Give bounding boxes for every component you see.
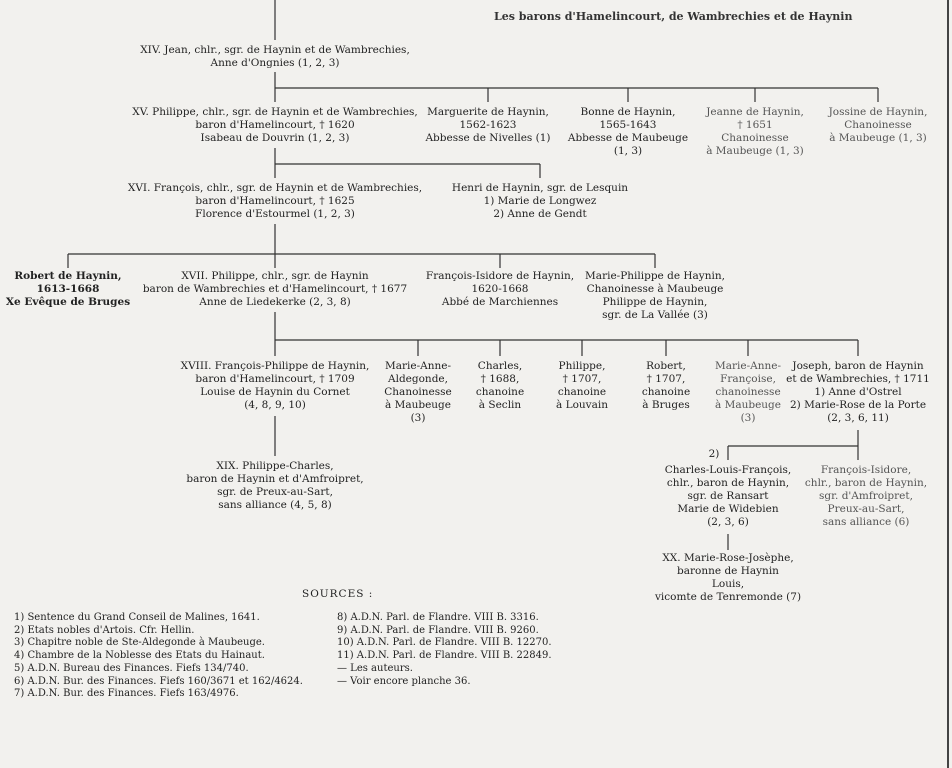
person-line: Philippe de Haynin, — [602, 296, 708, 308]
person-line: à Maubeuge — [714, 399, 781, 411]
sources-heading: SOURCES : — [302, 588, 374, 600]
person-line: Aldegonde, — [388, 373, 448, 385]
person-line: Henri de Haynin, sgr. de Lesquin — [451, 182, 629, 194]
source-item: 8) A.D.N. Parl. de Flandre. VIII B. 3316. — [337, 612, 539, 623]
source-item: — Les auteurs. — [337, 662, 413, 674]
person-line: Charles, — [477, 360, 523, 372]
person-bonne — [568, 106, 688, 158]
person-line: Chanoinesse — [844, 119, 912, 131]
person-line: Marguerite de Haynin, — [427, 106, 549, 118]
source-item: 9) A.D.N. Parl. de Flandre. VIII B. 9260. — [337, 624, 539, 636]
person-line: Anne de Liedekerke (2, 3, 8) — [199, 296, 351, 308]
person-line: XX. Marie-Rose-Josèphe, — [662, 552, 794, 564]
person-line: XVIII. François-Philippe de Haynin, — [180, 360, 370, 372]
person-xix-philippe-charles — [186, 460, 363, 512]
source-item: 6) A.D.N. Bur. des Finances. Fiefs 160/3671 et 162/4624. — [14, 675, 303, 687]
person-line: à Bruges — [642, 399, 690, 411]
person-line: Marie-Anne- — [714, 360, 782, 372]
person-line: chanoine — [641, 386, 691, 398]
person-line: François-Isidore de Haynin, — [425, 270, 575, 282]
person-line: 1613-1668 — [36, 283, 100, 295]
person-line: Jossine de Haynin, — [828, 106, 928, 118]
person-line: à Maubeuge — [384, 399, 451, 411]
person-line: (4, 8, 9, 10) — [244, 399, 306, 411]
person-marie-anne-aldegonde — [384, 360, 451, 425]
person-line: Florence d'Estourmel (1, 2, 3) — [195, 208, 355, 220]
person-line: sgr. d'Amfroipret, — [819, 490, 913, 502]
person-robert-bishop — [6, 270, 130, 309]
person-line: Louise de Haynin du Cornet — [200, 386, 350, 398]
person-line: Abbesse de Maubeuge — [567, 132, 689, 144]
person-line: Joseph, baron de Haynin — [792, 360, 924, 372]
person-line: baron d'Hamelincourt, † 1709 — [195, 373, 355, 385]
person-line: et de Wambrechies, † 1711 — [786, 373, 930, 385]
person-line: baron d'Hamelincourt, † 1620 — [195, 119, 355, 131]
source-item: 3) Chapitre noble de Ste-Aldegonde à Maubeuge. — [14, 637, 265, 649]
person-xv-philippe — [132, 106, 418, 145]
person-line: sgr. de Ransart — [687, 490, 769, 502]
person-line: Marie-Philippe de Haynin, — [585, 270, 725, 282]
person-line: † 1707, — [646, 373, 686, 385]
person-line: baron d'Hamelincourt, † 1625 — [195, 195, 355, 207]
person-line: chlr., baron de Haynin, — [666, 477, 790, 489]
person-line: Françoise, — [720, 373, 776, 385]
person-francois-isidore — [426, 270, 574, 309]
person-line: chanoinesse — [715, 386, 781, 398]
person-line: Xe Evêque de Bruges — [5, 296, 131, 308]
person-line: sans alliance (6) — [822, 516, 910, 528]
person-line: chanoine — [475, 386, 525, 398]
person-line: XV. Philippe, chlr., sgr. de Haynin et de Wambrechies, — [132, 106, 418, 118]
person-line: 1) Marie de Longwez — [483, 195, 597, 207]
person-henri — [452, 182, 628, 221]
person-jeanne — [706, 106, 804, 158]
source-item: 11) A.D.N. Parl. de Flandre. VIII B. 22849. — [337, 650, 552, 662]
person-line: XVII. Philippe, chlr., sgr. de Haynin — [181, 270, 369, 282]
person-line: Louis, — [711, 578, 745, 590]
person-line: (3) — [740, 412, 756, 424]
person-line: baron de Wambrechies et d'Hamelincourt, † 1677 — [142, 283, 408, 295]
person-line: à Seclin — [478, 399, 522, 411]
person-line: baronne de Haynin — [677, 565, 779, 577]
person-line: Chanoinesse — [721, 132, 789, 144]
person-charles-louis-francois — [665, 464, 792, 529]
person-line: XIX. Philippe-Charles, — [216, 460, 334, 472]
person-line: sgr. de Preux-au-Sart, — [217, 486, 333, 498]
page-edge — [947, 0, 949, 768]
person-line: Abbé de Marchiennes — [441, 296, 559, 308]
person-line: vicomte de Tenremonde (7) — [654, 591, 802, 603]
page-title: Les barons d'Hamelincourt, de Wambrechies et de Haynin — [494, 10, 853, 23]
person-line: Marie-Anne- — [384, 360, 452, 372]
marriage-label: 2) — [708, 448, 720, 460]
person-line: Bonne de Haynin, — [580, 106, 676, 118]
person-line: (2, 3, 6) — [707, 516, 749, 528]
source-item: 4) Chambre de la Noblesse des Etats du Hainaut. — [14, 650, 265, 662]
person-marguerite — [425, 106, 550, 145]
sources-list-right — [337, 612, 552, 688]
person-line: Abbesse de Nivelles (1) — [425, 132, 551, 144]
person-marie-philippe — [585, 270, 725, 322]
person-line: † 1688, — [480, 373, 520, 385]
person-line: Marie de Widebien — [677, 503, 779, 515]
person-line: 1562-1623 — [459, 119, 517, 131]
person-line: Philippe, — [558, 360, 606, 372]
person-xviii-francois-philippe — [181, 360, 370, 412]
person-philippe-louvain — [556, 360, 608, 412]
person-line: 1565-1643 — [599, 119, 657, 131]
person-line: (3) — [410, 412, 426, 424]
source-item: 2) Etats nobles d'Artois. Cfr. Hellin. — [14, 624, 195, 636]
person-line: à Maubeuge (1, 3) — [706, 145, 804, 157]
person-line: chanoine — [557, 386, 607, 398]
person-joseph — [786, 360, 930, 425]
person-line: 2) Anne de Gendt — [493, 208, 587, 220]
person-xiv-jean — [140, 44, 410, 70]
person-line: Robert de Haynin, — [14, 270, 122, 282]
person-line: Charles-Louis-François, — [664, 464, 792, 476]
person-line: à Maubeuge (1, 3) — [829, 132, 927, 144]
person-francois-isidore-2 — [805, 464, 927, 529]
person-line: † 1707, — [562, 373, 602, 385]
person-robert-bruges — [642, 360, 690, 412]
person-line: Chanoinesse à Maubeuge — [586, 283, 724, 295]
person-line: Jeanne de Haynin, — [706, 106, 804, 118]
person-line: à Louvain — [556, 399, 608, 411]
person-line: François-Isidore, — [820, 464, 912, 476]
person-line: sans alliance (4, 5, 8) — [218, 499, 332, 511]
person-line: 2) Marie-Rose de la Porte — [789, 399, 927, 411]
person-line: chlr., baron de Haynin, — [804, 477, 928, 489]
source-item: 1) Sentence du Grand Conseil de Malines, 1641. — [14, 612, 260, 623]
source-item: 7) A.D.N. Bur. des Finances. Fiefs 163/4976. — [14, 688, 239, 700]
person-line: sgr. de La Vallée (3) — [602, 309, 708, 321]
person-line: 1620-1668 — [471, 283, 529, 295]
person-line: XVI. François, chlr., sgr. de Haynin et de Wambrechies, — [127, 182, 423, 194]
person-line: 1) Anne d'Ostrel — [814, 386, 902, 398]
person-xx-marie-rose — [655, 552, 801, 604]
source-item: 5) A.D.N. Bureau des Finances. Fiefs 134/740. — [14, 662, 249, 674]
person-xvi-francois — [128, 182, 422, 221]
person-marie-anne-francoise — [715, 360, 781, 425]
person-line: Chanoinesse — [384, 386, 452, 398]
person-line: Anne d'Ongnies (1, 2, 3) — [210, 57, 340, 69]
source-item: 10) A.D.N. Parl. de Flandre. VIII B. 12270. — [337, 637, 552, 649]
person-line: (1, 3) — [613, 145, 643, 157]
person-line: Preux-au-Sart, — [827, 503, 905, 515]
person-line: Robert, — [646, 360, 686, 372]
person-line: baron de Haynin et d'Amfroipret, — [186, 473, 364, 485]
sources-list-left — [14, 612, 303, 701]
person-line: XIV. Jean, chlr., sgr. de Haynin et de Wambrechies, — [140, 44, 410, 56]
person-line: Isabeau de Douvrin (1, 2, 3) — [200, 132, 350, 144]
person-jossine — [829, 106, 928, 145]
person-charles — [476, 360, 524, 412]
person-xvii-philippe — [143, 270, 407, 309]
source-item: — Voir encore planche 36. — [337, 675, 471, 687]
person-line: (2, 3, 6, 11) — [827, 412, 889, 424]
person-line: † 1651 — [737, 119, 773, 131]
